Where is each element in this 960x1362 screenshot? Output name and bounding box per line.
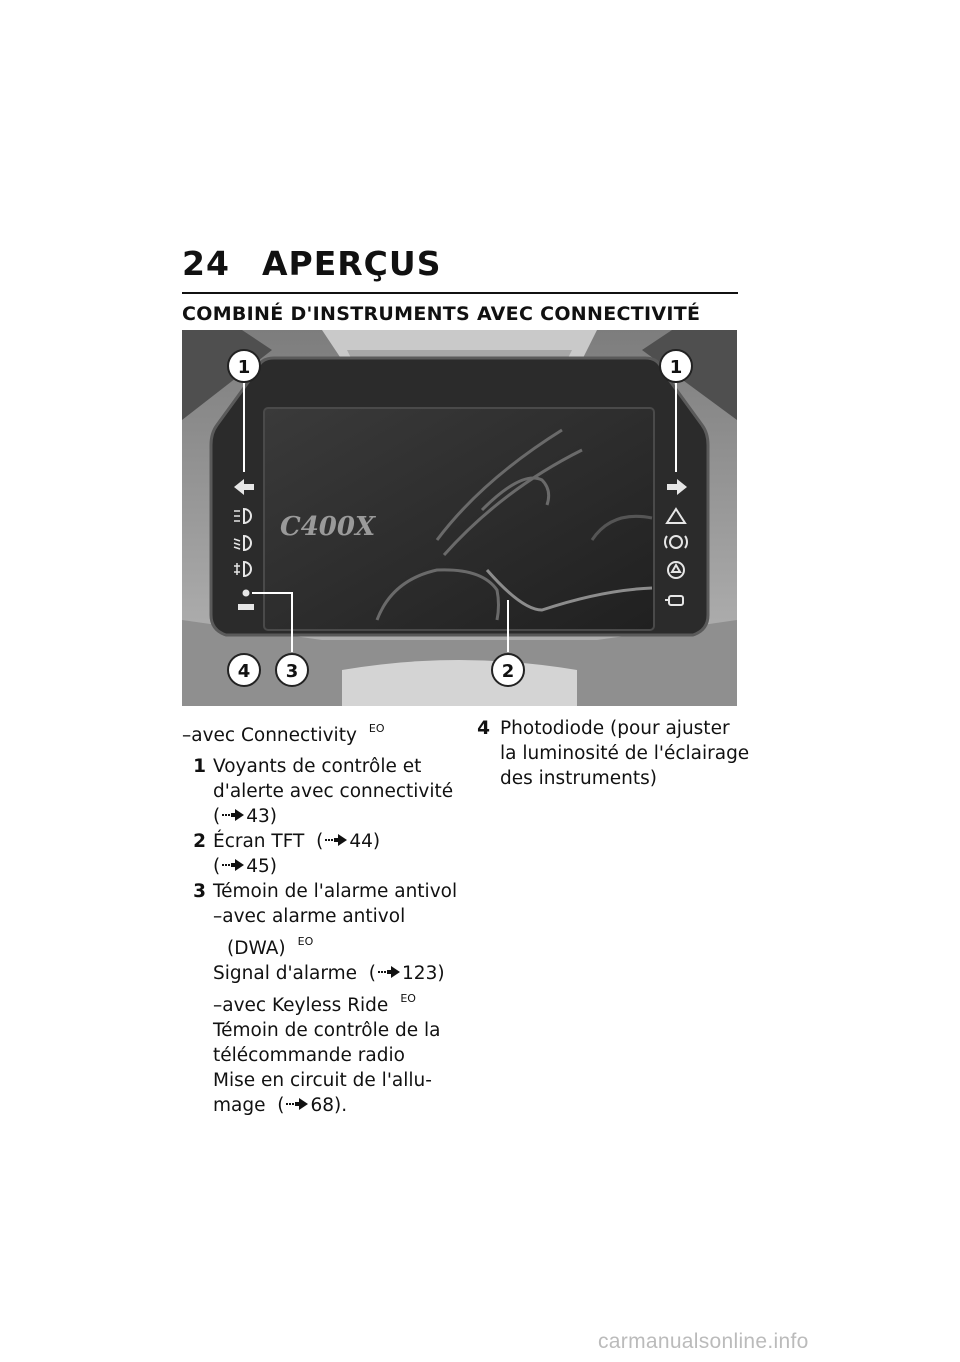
legend-right-column bbox=[475, 716, 750, 791]
page-reference-arrow-icon bbox=[378, 966, 400, 978]
legend-item-3: 3 Témoin de l'alarme antivol –avec alarme antivol (DWA) $^{EO}$ Signal d'alarme ( 123) –avec Keyless Ride $^{EO}$ Témoin de contrôle de la télécommande radio Mise en circuit de l'allu- mage ( 68). bbox=[193, 881, 458, 1116]
callout-4: 4 bbox=[237, 661, 251, 682]
legend-left-column bbox=[182, 716, 462, 1118]
section-title: COMBINÉ D'INSTRUMENTS AVEC CONNECTIVITÉ bbox=[182, 303, 701, 325]
page-number: 24 bbox=[182, 244, 230, 283]
callout-1-right: 1 bbox=[669, 357, 683, 378]
page-reference-arrow-icon bbox=[222, 809, 244, 821]
instrument-cluster-figure bbox=[182, 330, 737, 706]
intro-line: –avec Connectivity $^{EO}$ bbox=[182, 722, 385, 746]
callout-1-left: 1 bbox=[237, 357, 251, 378]
page-reference-arrow-icon bbox=[325, 834, 347, 846]
legend-item-2: 2 Écran TFT ( 44) ( 45) bbox=[193, 831, 381, 877]
callout-3: 3 bbox=[285, 661, 299, 682]
legend-item-4: 4 Photodiode (pour ajuster la luminosité de l'éclairage des instruments) bbox=[477, 718, 750, 789]
legend-item-1: 1 Voyants de contrôle et d'alerte avec connectivité ( 43) bbox=[193, 756, 454, 827]
watermark-footer: carmanualsonline.info bbox=[598, 1330, 809, 1353]
page-reference-arrow-icon bbox=[286, 1098, 308, 1110]
page-reference-arrow-icon bbox=[222, 859, 244, 871]
chapter-title: APERÇUS bbox=[262, 244, 442, 283]
callout-2: 2 bbox=[501, 661, 515, 682]
header-rule bbox=[182, 292, 738, 294]
logo-text: C400X bbox=[280, 512, 376, 542]
